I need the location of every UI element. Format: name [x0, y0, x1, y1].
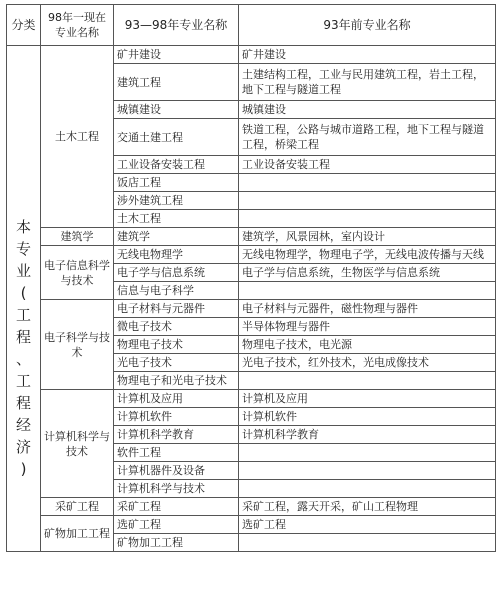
old-major-cell [239, 174, 496, 192]
mid-major-cell: 计算机器件及设备 [114, 462, 239, 480]
old-major-cell: 选矿工程 [239, 516, 496, 534]
table-row [7, 516, 496, 534]
current-major-cell: 采矿工程 [41, 498, 114, 516]
header-category: 分类 [7, 5, 41, 46]
old-major-cell [239, 282, 496, 300]
category-char: 济 [15, 438, 31, 456]
table-row [7, 498, 496, 516]
category-char: 工 [15, 372, 31, 390]
mid-major-cell: 电子学与信息系统 [114, 264, 239, 282]
mid-major-cell: 矿井建设 [114, 46, 239, 64]
table-row [7, 46, 496, 64]
mid-major-cell: 工业设备安装工程 [114, 156, 239, 174]
category-char: 程 [15, 394, 31, 412]
category-cell [7, 46, 41, 552]
category-char: 程 [15, 328, 31, 346]
current-major-cell: 矿物加工工程 [41, 516, 114, 552]
old-major-cell [239, 372, 496, 390]
old-major-cell: 电子材料与元器件，磁性物理与器件 [239, 300, 496, 318]
old-major-cell [239, 444, 496, 462]
category-char: 经 [15, 416, 31, 434]
mid-major-cell: 光电子技术 [114, 354, 239, 372]
mid-major-cell: 矿物加工工程 [114, 534, 239, 552]
current-major-cell: 土木工程 [41, 46, 114, 228]
major-comparison-table [6, 4, 496, 552]
mid-major-cell: 物理电子技术 [114, 336, 239, 354]
old-major-cell: 光电子技术，红外技术，光电成像技术 [239, 354, 496, 372]
old-major-cell: 铁道工程，公路与城市道路工程，地下工程与隧道工程，桥梁工程 [239, 119, 496, 156]
mid-major-cell: 计算机软件 [114, 408, 239, 426]
category-char: 业 [15, 262, 31, 280]
category-char: ) [20, 460, 27, 478]
category-char: 工 [15, 306, 31, 324]
current-major-cell: 电子信息科学与技术 [41, 246, 114, 300]
old-major-cell [239, 534, 496, 552]
category-char: 本 [15, 218, 31, 236]
mid-major-cell: 微电子技术 [114, 318, 239, 336]
mid-major-cell: 交通土建工程 [114, 119, 239, 156]
mid-major-cell: 软件工程 [114, 444, 239, 462]
mid-major-cell: 无线电物理学 [114, 246, 239, 264]
mid-major-cell: 电子材料与元器件 [114, 300, 239, 318]
old-major-cell: 计算机科学教育 [239, 426, 496, 444]
old-major-cell: 计算机软件 [239, 408, 496, 426]
old-major-cell [239, 192, 496, 210]
category-char: 专 [15, 240, 31, 258]
old-major-cell: 采矿工程，露天开采，矿山工程物理 [239, 498, 496, 516]
table-row [7, 228, 496, 246]
old-major-cell: 建筑学，风景园林，室内设计 [239, 228, 496, 246]
mid-major-cell: 计算机及应用 [114, 390, 239, 408]
mid-major-cell: 饭店工程 [114, 174, 239, 192]
old-major-cell: 半导体物理与器件 [239, 318, 496, 336]
mid-major-cell: 建筑工程 [114, 64, 239, 101]
old-major-cell: 无线电物理学，物理电子学，无线电波传播与天线 [239, 246, 496, 264]
old-major-cell: 土建结构工程，工业与民用建筑工程，岩土工程，地下工程与隧道工程 [239, 64, 496, 101]
header-current: 98年一现在 专业名称 [41, 5, 114, 46]
old-major-cell: 电子学与信息系统，生物医学与信息系统 [239, 264, 496, 282]
mid-major-cell: 采矿工程 [114, 498, 239, 516]
table-body [7, 46, 496, 552]
mid-major-cell: 建筑学 [114, 228, 239, 246]
table-header-row [7, 5, 496, 46]
table-row [7, 390, 496, 408]
category-char: 、 [15, 350, 31, 368]
old-major-cell: 工业设备安装工程 [239, 156, 496, 174]
mid-major-cell: 城镇建设 [114, 101, 239, 119]
old-major-cell: 矿井建设 [239, 46, 496, 64]
mid-major-cell: 土木工程 [114, 210, 239, 228]
table-row [7, 246, 496, 264]
table-row [7, 300, 496, 318]
category-char: ( [20, 284, 27, 302]
current-major-cell: 建筑学 [41, 228, 114, 246]
mid-major-cell: 计算机科学教育 [114, 426, 239, 444]
current-major-cell: 电子科学与技术 [41, 300, 114, 390]
header-mid: 93—98年专业名称 [114, 5, 239, 46]
current-major-cell: 计算机科学与技术 [41, 390, 114, 498]
header-old: 93年前专业名称 [239, 5, 496, 46]
old-major-cell: 物理电子技术，电光源 [239, 336, 496, 354]
old-major-cell [239, 480, 496, 498]
mid-major-cell: 计算机科学与技术 [114, 480, 239, 498]
mid-major-cell: 涉外建筑工程 [114, 192, 239, 210]
old-major-cell [239, 462, 496, 480]
mid-major-cell: 信息与电子科学 [114, 282, 239, 300]
old-major-cell: 城镇建设 [239, 101, 496, 119]
mid-major-cell: 物理电子和光电子技术 [114, 372, 239, 390]
mid-major-cell: 选矿工程 [114, 516, 239, 534]
old-major-cell: 计算机及应用 [239, 390, 496, 408]
old-major-cell [239, 210, 496, 228]
